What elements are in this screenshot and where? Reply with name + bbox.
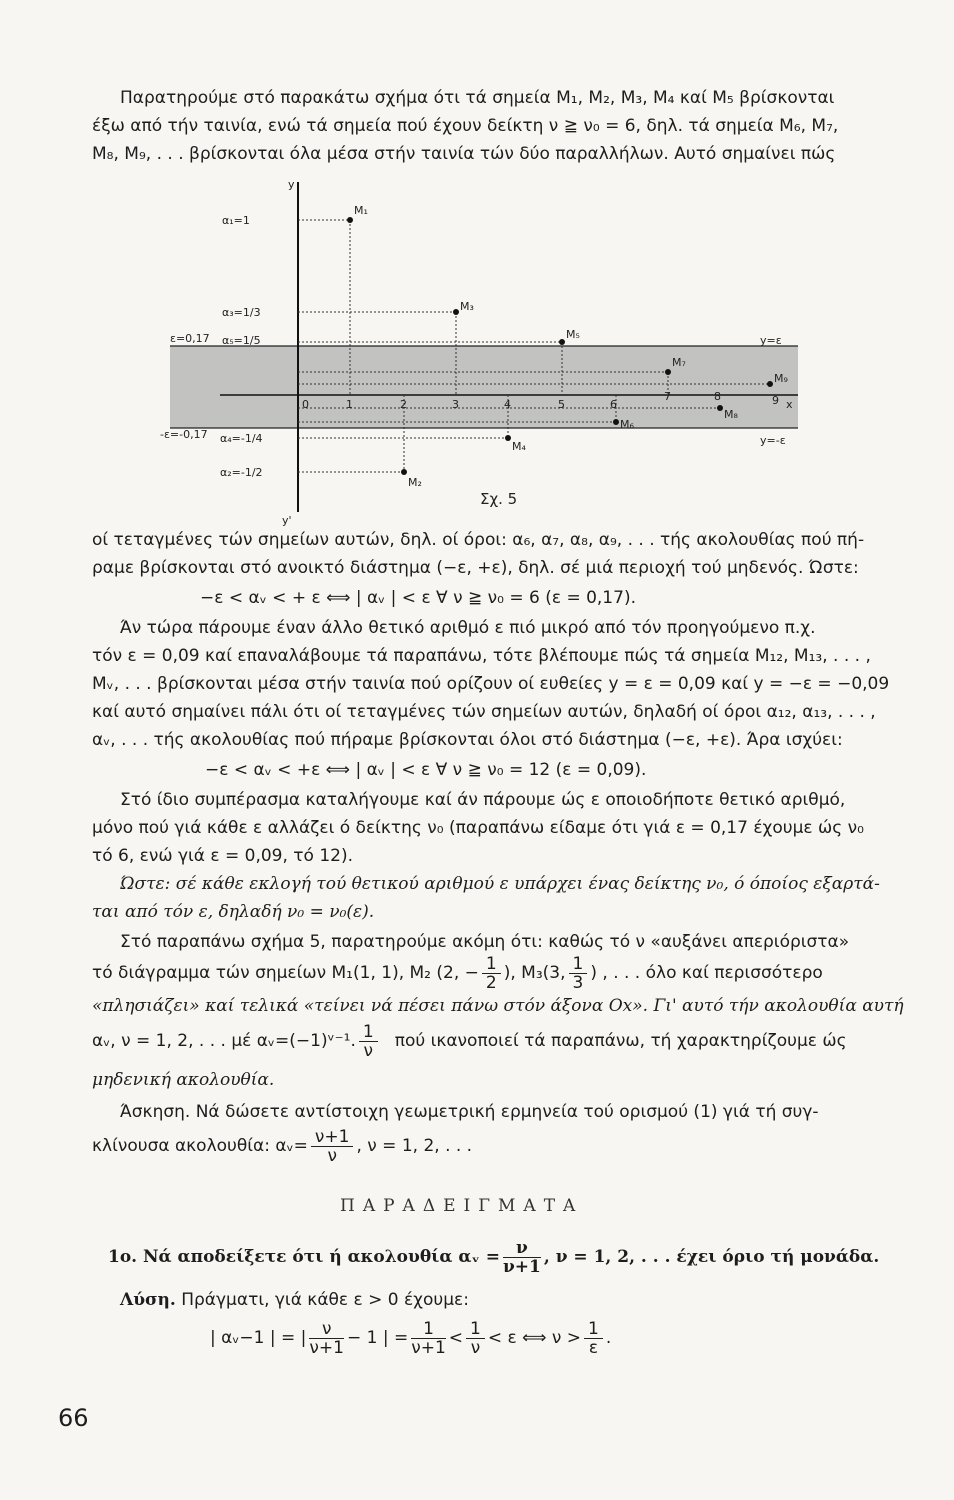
body-line-8: Mᵥ, . . . βρίσκονται μέσα στήν ταινία πού ορίζουν οί ευθείες y = ε = 0,09 καί y = −ε = −0,09 xyxy=(92,674,890,694)
body-line-5: ραμε βρίσκονται στό ανοικτό διάστημα (−ε, +ε), δηλ. σέ μιά περιοχή τού μηδενός. Ώστε: xyxy=(92,558,859,578)
equation-3: | αᵥ−1 | = | $\frac{\nu}{\nu+1}$ − 1 | = $\frac{1}{\nu+1}$ < $\frac{1}{\nu}$ < ε ⟺ ν > $\frac{1}{\varepsilon}$ . xyxy=(210,1318,612,1358)
body-line-7: τόν ε = 0,09 καί επαναλάβουμε τά παραπάνω, τότε βλέπουμε πώς τά σημεία M₁₂, M₁₃, . . . , xyxy=(92,646,871,666)
label-m7: M₇ xyxy=(672,356,686,369)
exercise-formula: κλίνουσα ακολουθία: αᵥ= $\frac{\nu+1}{\nu}$ , ν = 1, 2, . . . xyxy=(92,1126,473,1166)
body-line-6: Άν τώρα πάρουμε έναν άλλο θετικό αριθμό ε πιό μικρό από τόν προηγούμενο π.χ. xyxy=(120,618,816,638)
point-m2 xyxy=(401,469,407,475)
x-axis-label: x xyxy=(786,398,793,411)
tick-1: 1 xyxy=(346,398,353,411)
eps-top-label: ε=0,17 xyxy=(170,332,210,345)
intro-line-2: έξω από τήν ταινία, ενώ τά σημεία πού έχουν δείκτη ν ≧ ν₀ = 6, δηλ. τά σημεία M₆, M₇, xyxy=(92,116,839,136)
body-line-12: μόνο πού γιά κάθε ε αλλάζει ό δείκτης ν₀ (παραπάνω είδαμε ότι γιά ε = 0,17 έχουμε ώς ν₀ xyxy=(92,818,864,838)
example-1: 1ο. Νά αποδείξετε ότι ή ακολουθία αᵥ = $\frac{\nu}{\nu+1}$ , ν = 1, 2, . . . έχει όριο τή μονάδα. xyxy=(108,1237,880,1277)
point-m1 xyxy=(347,217,353,223)
a3-label: α₃=1/3 xyxy=(222,306,261,319)
label-m8: M₈ xyxy=(724,408,738,421)
tick-7: 7 xyxy=(664,390,671,403)
body-line-11: Στό ίδιο συμπέρασμα καταλήγουμε καί άν πάρουμε ώς ε οποιοδήποτε θετικό αριθμό, xyxy=(120,790,846,810)
examples-heading: ΠΑΡΑΔΕΙΓΜΑΤΑ xyxy=(340,1196,584,1216)
body-line-15: ται από τόν ε, δηλαδή ν₀ = ν₀(ε). xyxy=(92,902,375,922)
point-m3 xyxy=(453,309,459,315)
a1-label: α₁=1 xyxy=(222,214,250,227)
body-line-9: καί αυτό σημαίνει πάλι ότι οί τεταγμένες τών σημείων αυτών, δηλαδή οί όροι α₁₂, α₁₃, . . . , xyxy=(92,702,876,722)
point-m6 xyxy=(613,419,619,425)
label-m9: M₉ xyxy=(774,372,788,385)
point-m5 xyxy=(559,339,565,345)
body-line-18: «πλησιάζει» καί τελικά «τείνει νά πέσει πάνω στόν άξονα Ox». Γι' αυτό τήν ακολουθία αυτή xyxy=(92,996,904,1016)
a4-label: α₄=-1/4 xyxy=(220,432,263,445)
label-m4: M₄ xyxy=(512,440,526,453)
a2-label: α₂=-1/2 xyxy=(220,466,263,479)
tick-6: 6 xyxy=(610,398,617,411)
line-top-label: y=ε xyxy=(760,334,782,347)
tick-9: 9 xyxy=(772,394,779,407)
body-line-17: τό διάγραμμα τών σημείων M₁(1, 1), M₂ (2, − $\frac{1}{2}$ ), M₃(3, $\frac{1}{3}$ ) , . . . όλο καί περισσότερο xyxy=(92,953,823,993)
label-m1: M₁ xyxy=(354,204,368,217)
tick-3: 3 xyxy=(452,398,459,411)
label-m6: M₆ xyxy=(620,418,634,431)
body-line-14: Ώστε: σέ κάθε εκλογή τού θετικού αριθμού ε υπάρχει ένας δείκτης ν₀, ό όποίος εξαρτά- xyxy=(120,874,880,894)
body-line-4: οί τεταγμένες τών σημείων αυτών, δηλ. οί όροι: α₆, α₇, α₈, α₉, . . . τής ακολουθίας πού πή- xyxy=(92,530,865,550)
equation-2: −ε < αᵥ < +ε ⟺ | αᵥ | < ε ∀ ν ≧ ν₀ = 12 (ε = 0,09). xyxy=(205,760,647,780)
eps-bottom-label: -ε=-0,17 xyxy=(160,428,208,441)
line-bottom-label: y=-ε xyxy=(760,434,786,447)
tick-5: 5 xyxy=(558,398,565,411)
a5-label: α₅=1/5 xyxy=(222,334,261,347)
y-axis-neg-label: y' xyxy=(282,514,292,527)
intro-line-3: M₈, M₉, . . . βρίσκονται όλα μέσα στήν ταινία τών δύο παραλλήλων. Αυτό σημαίνει πώς xyxy=(92,144,836,164)
point-m8 xyxy=(717,405,723,411)
epsilon-band xyxy=(170,346,798,428)
body-line-10: αᵥ, . . . τής ακολουθίας πού πήραμε βρίσκονται όλοι στό διάστημα (−ε, +ε). Άρα ισχύει: xyxy=(92,730,843,750)
tick-0: 0 xyxy=(302,398,309,411)
body-line-16: Στό παραπάνω σχήμα 5, παρατηρούμε ακόμη ότι: καθώς τό ν «αυξάνει απεριόριστα» xyxy=(120,932,850,952)
body-line-13: τό 6, ενώ γιά ε = 0,09, τό 12). xyxy=(92,846,354,866)
exercise-line: Άσκηση. Νά δώσετε αντίστοιχη γεωμετρική ερμηνεία τού ορισμού (1) γιά τή συγ- xyxy=(120,1102,819,1122)
label-m3: M₃ xyxy=(460,300,474,313)
page-number: 66 xyxy=(58,1404,89,1432)
point-m9 xyxy=(767,381,773,387)
y-axis-label: y xyxy=(288,178,295,191)
intro-line-1: Παρατηρούμε στό παρακάτω σχήμα ότι τά σημεία M₁, M₂, M₃, M₄ καί M₅ βρίσκονται xyxy=(120,88,835,108)
figure-5 xyxy=(160,172,820,532)
label-m5: M₅ xyxy=(566,328,580,341)
point-m4 xyxy=(505,435,511,441)
equation-1: −ε < αᵥ < + ε ⟺ | αᵥ | < ε ∀ ν ≧ ν₀ = 6 (ε = 0,17). xyxy=(200,588,636,608)
point-m7 xyxy=(665,369,671,375)
label-m2: M₂ xyxy=(408,476,422,489)
solution-line: Λύση. Πράγματι, γιά κάθε ε > 0 έχουμε: xyxy=(120,1290,469,1310)
body-line-19: αᵥ, ν = 1, 2, . . . μέ αᵥ=(−1)ᵛ⁻¹. $\frac{1}{\nu}$ πού ικανοποιεί τά παραπάνω, τή χαρακτηρίζουμε ώς xyxy=(92,1021,847,1061)
body-line-20: μηδενική ακολουθία. xyxy=(92,1070,275,1090)
figure-caption: Σχ. 5 xyxy=(480,490,518,508)
tick-8: 8 xyxy=(714,390,721,403)
tick-2: 2 xyxy=(400,398,407,411)
tick-4: 4 xyxy=(504,398,511,411)
